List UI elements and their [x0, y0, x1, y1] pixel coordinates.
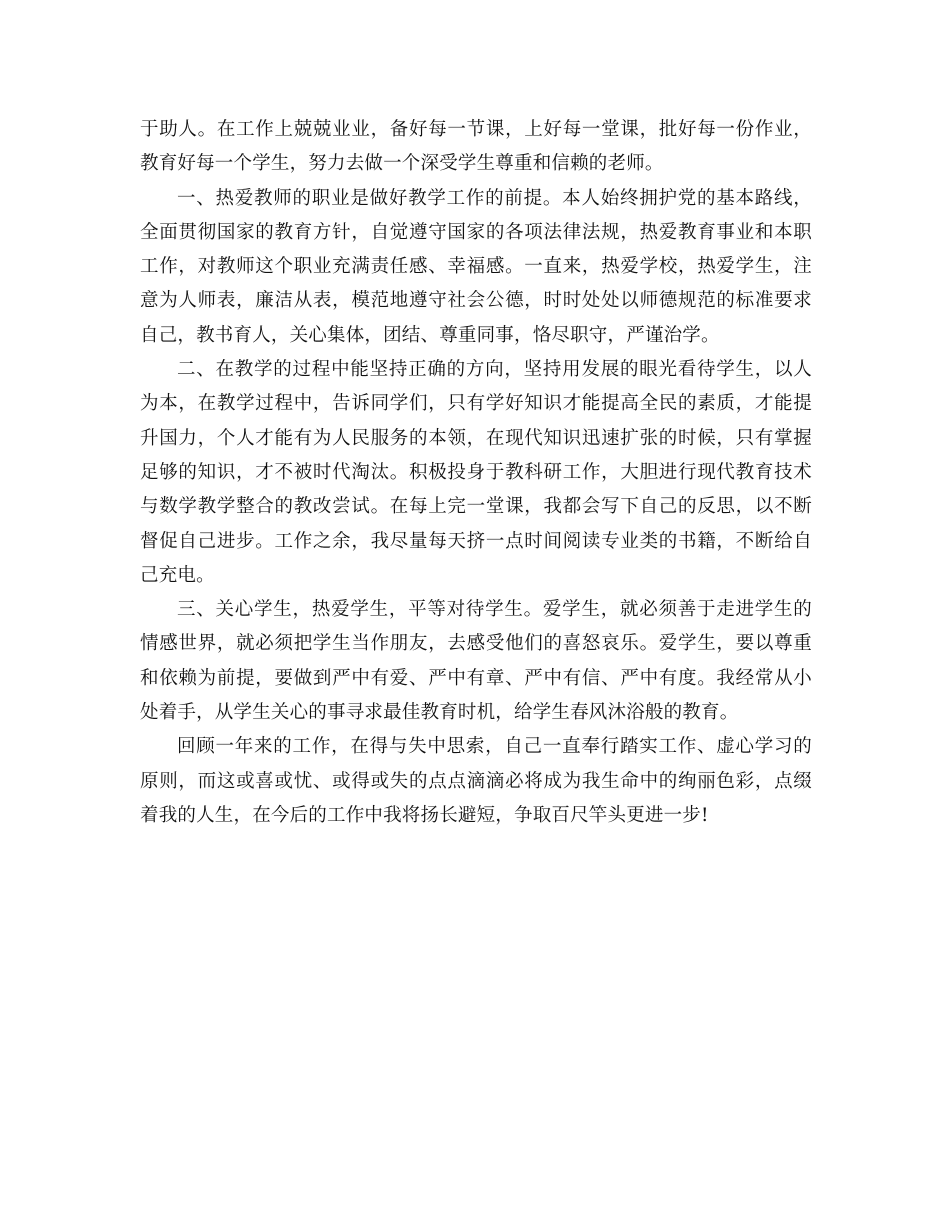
- document-body: [140, 113, 812, 833]
- paragraph-continuation: 于助人。在工作上兢兢业业，备好每一节课，上好每一堂课，批好每一份作业，教育好每一个学生，努力去做一个深受学生尊重和信赖的老师。: [140, 119, 812, 175]
- paragraph-teaching-direction: 二、在教学的过程中能坚持正确的方向，坚持用发展的眼光看待学生，以人为本，在教学过程中，告诉同学们，只有学好知识才能提高全民的素质，才能提升国力，个人才能有为人民服务的本领，在现代知识迅速扩张的时候，只有掌握足够的知识，才不被时代淘汰。积极投身于教科研工作，大胆进行现代教育技术与数学教学整合的教改尝试。在每上完一堂课，我都会写下自己的反思，以不断督促自己进步。工作之余，我尽量每天挤一点时间阅读专业类的书籍，不断给自己充电。: [140, 359, 812, 586]
- paragraph-review: 回顾一年来的工作，在得与失中思索，自己一直奉行踏实工作、虚心学习的原则，而这或喜或忧、或得或失的点点滴滴必将成为我生命中的绚丽色彩，点缀着我的人生，在今后的工作中我将扬长避短，争取百尺竿头更进一步!: [140, 736, 812, 826]
- paragraph-professional-love: 一、热爱教师的职业是做好教学工作的前提。本人始终拥护党的基本路线，全面贯彻国家的教育方针，自觉遵守国家的各项法律法规，热爱教育事业和本职工作，对教师这个职业充满责任感、幸福感。一直来，热爱学校，热爱学生，注意为人师表，廉洁从表，模范地遵守社会公德，时时处处以师德规范的标准要求自己，教书育人，关心集体，团结、尊重同事，恪尽职守，严谨治学。: [140, 187, 812, 346]
- paragraph-caring-students: 三、关心学生，热爱学生，平等对待学生。爱学生，就必须善于走进学生的情感世界，就必须把学生当作朋友，去感受他们的喜怒哀乐。爱学生，要以尊重和依赖为前提，要做到严中有爱、严中有章、严中有信、严中有度。我经常从小处着手，从学生关心的事寻求最佳教育时机，给学生春风沐浴般的教育。: [140, 599, 812, 724]
